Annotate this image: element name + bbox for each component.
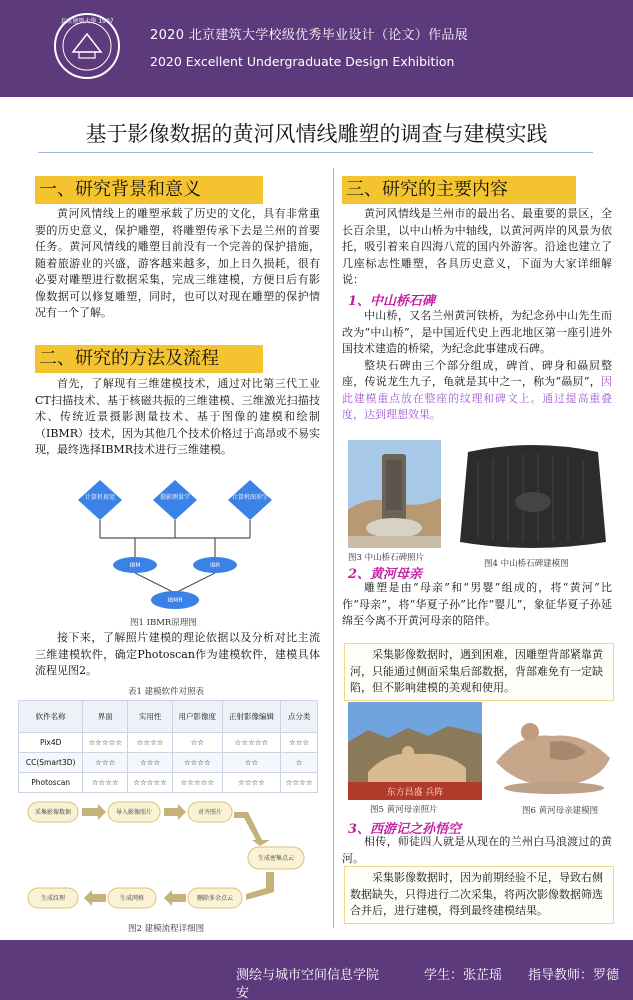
table-header: 实用性 [128, 701, 173, 733]
table-cell: ☆☆☆☆☆ [173, 773, 223, 793]
exhibition-title-cn: 2020 北京建筑大学校级优秀毕业设计（论文）作品展 [150, 28, 469, 43]
software-comparison-table [18, 700, 318, 793]
flow-arrow [246, 872, 274, 900]
methods-paragraph-2: 接下来，了解照片建模的理论依据以及分析对比主流三维建模软件，确定Photoscan作为建模软件，建模具体流程见图2。 [35, 631, 320, 677]
page-title: 基于影像数据的黄河风情线雕塑的调查与建模实践 [85, 122, 548, 146]
node-cg-label: 计算机图形学 [231, 494, 269, 501]
table-header: 用户影像度 [173, 701, 223, 733]
table1-caption: 表1 建模软件对照表 [128, 687, 205, 697]
table-row [19, 753, 318, 773]
figure1-caption: 图1 IBMR原理图 [130, 618, 197, 628]
flow-step-1-label: 采集影像数据 [34, 809, 72, 816]
table-header-row [19, 701, 318, 733]
figure4-caption: 图4 中山桥石碑建模图 [484, 559, 569, 569]
background-paragraph: 黄河风情线上的雕塑承载了历史的文化，具有非常重要的历史意义，保护雕塑，将雕塑传承下去是兰州的首要任务。黄河风情线的雕塑目前没有一个完善的保护措施，随着旅游业的兴盛，游客越来越多，加上日久损耗，很有必要对雕塑进行数据采集，完成三维建模，方便日后有影像数据可以修复雕塑，同时，也可以对现在雕塑的保护情况有一个了解。 [35, 207, 320, 319]
wukong-note: 采集影像数据时，因为前期经验不足，导致右侧数据缺失，只得进行二次采集，将两次影像数据筛选合并后，进行建模，得到最终建模结果。 [350, 871, 603, 917]
table-cell: ☆☆☆☆☆ [128, 773, 173, 793]
node-photo-label: 摄影测量学 [159, 494, 191, 501]
table-cell: CC(Smart3D) [19, 753, 83, 773]
flow-step-7-label: 生成纹理 [40, 895, 66, 902]
table-cell: ☆☆☆ [128, 753, 173, 773]
flow-step-6-label: 生成网格 [119, 895, 145, 902]
zhongshan-stele-text [342, 308, 612, 424]
flow-step-3-label: 对齐照片 [197, 809, 223, 816]
wukong-note-box [344, 866, 614, 924]
table-header: 界面 [83, 701, 128, 733]
section-methods-text [35, 376, 320, 459]
table-header: 正射影像编辑 [222, 701, 281, 733]
table-cell: ☆☆☆ [83, 753, 128, 773]
university-logo-icon [53, 12, 121, 80]
table-cell: Pix4D [19, 733, 83, 753]
section-heading-background: 一、研究背景和意义 [35, 176, 263, 204]
figure6-caption: 图6 黄河母亲建模图 [522, 806, 599, 816]
section-content-intro [342, 206, 612, 289]
yellow-river-mother-model-image [490, 702, 616, 802]
mother-paragraph: 雕塑是由“母亲”和“男婴”组成的，将“黄河”比作“母亲”，将“华夏子孙”比作“婴儿”，象征华夏子孙延绵至今离不开黄河母亲的陪伴。 [342, 581, 612, 627]
wukong-paragraph: 相传，师徒四人就是从现在的兰州白马浪渡过的黄河。 [342, 835, 612, 865]
node-ibr-label: IBR [209, 562, 221, 569]
flow-step-4-label: 生成密集点云 [257, 855, 295, 862]
table-header: 软件名称 [19, 701, 83, 733]
figure2-caption: 图2 建模流程详细图 [128, 924, 205, 934]
table-cell: ☆ [281, 753, 318, 773]
table-cell: Photoscan [19, 773, 83, 793]
figure3-caption: 图3 中山桥石碑照片 [348, 553, 425, 563]
flow-arrow [82, 804, 106, 820]
table-cell: ☆☆☆☆ [222, 773, 281, 793]
footer-college: 测绘与城市空间信息学院 [236, 968, 380, 983]
flow-arrow [234, 812, 270, 846]
subheading-sun-wukong: 3、西游记之孙悟空 [348, 822, 462, 837]
zhongshan-stele-model-image [448, 442, 618, 554]
mother-note: 采集影像数据时，遇到困难，因雕塑背部紧靠黄河，只能通过侧面采集后部数据，背部难免有一定缺陷，但不影响建模的美观和使用。 [350, 648, 603, 694]
mother-note-box [344, 643, 614, 701]
section-heading-methods: 二、研究的方法及流程 [35, 345, 263, 373]
footer-student: 学生：张芷瑶 [424, 968, 503, 983]
subheading-yellow-river-mother: 2、黄河母亲 [348, 567, 423, 582]
ibmr-diagram [70, 478, 290, 613]
section-heading-content: 三、研究的主要内容 [342, 176, 576, 204]
node-ibmr-label: IBMR [167, 597, 183, 604]
header-banner [0, 0, 633, 97]
footer-advisor: 指导教师：罗德 [528, 968, 620, 983]
zhongshan-paragraph-1: 中山桥，又名兰州黄河铁桥，为纪念孙中山先生而改为“中山桥”，是中国近代史上西北地区第一座引进外国技术建造的桥梁，为纪念此事建成石碑。 [342, 309, 612, 355]
table-cell: ☆☆☆☆☆ [222, 733, 281, 753]
section-methods-text-2 [35, 630, 320, 680]
subheading-zhongshan-stele: 1、中山桥石碑 [348, 294, 436, 309]
table-cell: ☆☆ [222, 753, 281, 773]
section-background-text [35, 206, 320, 322]
footer-advisor-wrap: 安 [236, 986, 250, 1000]
table-cell: ☆☆☆☆☆ [83, 733, 128, 753]
node-cv-label: 计算机视觉 [84, 494, 116, 501]
table-row [19, 773, 318, 793]
table-cell: ☆☆☆☆ [83, 773, 128, 793]
footer-banner [0, 940, 633, 1000]
logo-text: 北京建築大學 1907 [60, 18, 114, 25]
table-cell: ☆☆☆☆ [173, 753, 223, 773]
photo-sign-text: 东方昌盛 兵阵 [386, 788, 444, 798]
table-cell: ☆☆☆ [281, 733, 318, 753]
figure5-caption: 图5 黄河母亲照片 [370, 805, 438, 815]
sun-wukong-text [342, 834, 612, 867]
zhongshan-text-normal: 整块石碑由三个部分组成，碑首、碑身和赑屃整座，传说龙生九子，龟就是其中之一，称为“赑屃”， [342, 358, 612, 388]
flow-arrow [164, 890, 186, 906]
table-cell: ☆☆ [173, 733, 223, 753]
flow-arrow [84, 890, 106, 906]
zhongshan-stele-photo [348, 440, 441, 548]
yellow-river-mother-text [342, 580, 612, 630]
flow-step-5-label: 删除多余点云 [196, 895, 234, 902]
flow-step-2-label: 导入影像照片 [115, 809, 153, 816]
table-cell: ☆☆☆☆ [128, 733, 173, 753]
modeling-flow-diagram [26, 800, 316, 920]
yellow-river-mother-photo [348, 702, 482, 800]
table-row [19, 733, 318, 753]
table-cell: ☆☆☆☆ [281, 773, 318, 793]
zhongshan-text-highlight: 因此建模重点放在整座的纹理和碑文上。通过提高重叠度，达到理想效果。 [342, 375, 612, 421]
title-divider [38, 152, 593, 153]
table-header: 点分类 [281, 701, 318, 733]
zhongshan-paragraph-2 [342, 358, 612, 424]
content-intro-paragraph: 黄河风情线是兰州市的最出名、最重要的景区，全长百余里，以中山桥为中轴线，以黄河两岸的风景为依托，吸引着来自四海八荒的国内外游客。沿途也建立了几座标志性雕塑，各具历史意义，下面为大家详细解说： [342, 207, 612, 286]
methods-paragraph: 首先，了解现有三维建模技术，通过对比第三代工业CT扫描技术、基于核磁共振的三维建模、三维激光扫描技术、传统近景摄影测量技术、基于图像的建模和绘制（IBMR）技术，因为其他几个技术价格过于高昂或不易实现，最终选择IBMR技术进行三维建模。 [35, 377, 320, 456]
flow-arrow [164, 804, 186, 820]
node-ibm-label: IBM [129, 562, 141, 569]
column-divider [333, 168, 334, 928]
exhibition-title-en: 2020 Excellent Undergraduate Design Exhibition [150, 54, 455, 69]
